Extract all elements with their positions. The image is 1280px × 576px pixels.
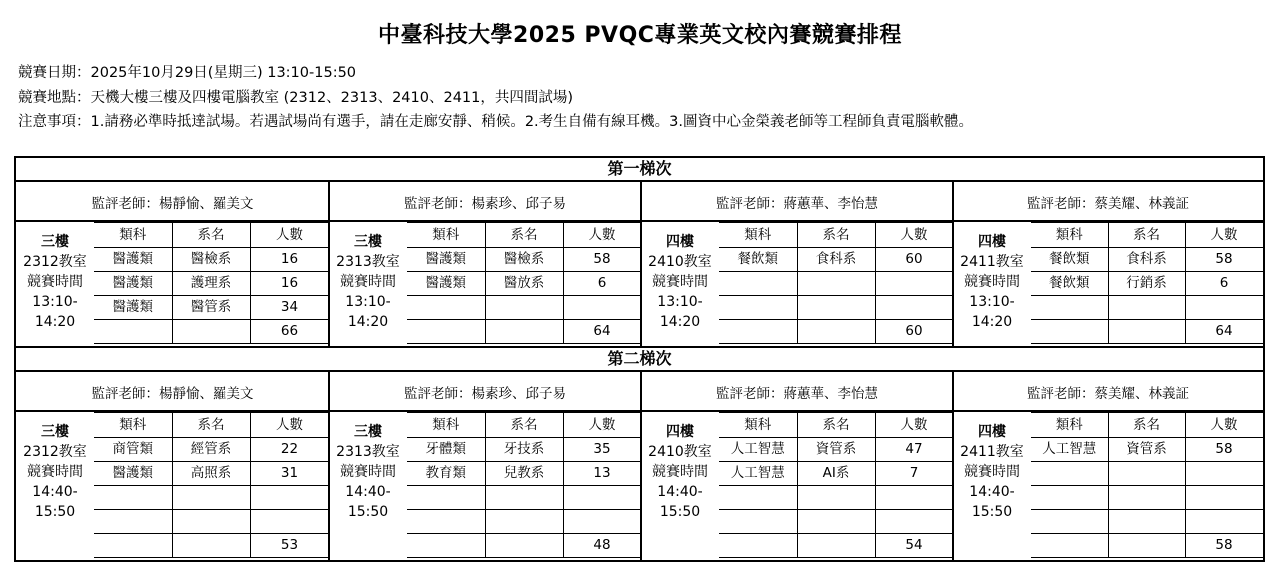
room-block xyxy=(329,182,641,346)
room-floor: 四樓 xyxy=(978,424,1006,440)
empty-cell xyxy=(407,510,485,534)
time-start: 13:10- xyxy=(32,294,78,310)
cell-category: 醫護類 xyxy=(94,272,172,296)
time-start: 14:40- xyxy=(969,484,1015,500)
cell-dept: 資管系 xyxy=(1108,438,1185,462)
header-row xyxy=(719,223,953,248)
room-number: 2410教室 xyxy=(648,444,712,460)
room-block xyxy=(953,182,1263,346)
room-floor: 三樓 xyxy=(354,424,382,440)
cell-dept: 高照系 xyxy=(172,462,250,486)
header-category: 類科 xyxy=(94,413,172,438)
cell-category: 牙體類 xyxy=(407,438,485,462)
time-start: 14:40- xyxy=(345,484,391,500)
cell-dept: 護理系 xyxy=(172,272,250,296)
cell-count: 6 xyxy=(563,272,641,296)
room-info xyxy=(329,232,407,332)
empty-cell xyxy=(797,534,875,558)
empty-cell xyxy=(563,510,641,534)
room-divider xyxy=(952,182,954,346)
room-grid xyxy=(719,222,954,344)
room-teachers: 監評老師：蔣蕙華、李怡慧 xyxy=(716,386,878,402)
header-row xyxy=(407,223,641,248)
empty-cell xyxy=(1031,320,1108,344)
room-teachers: 監評老師：楊素珍、邱子易 xyxy=(404,386,566,402)
cell-dept: 牙技系 xyxy=(485,438,563,462)
cell-dept: 醫檢系 xyxy=(485,248,563,272)
empty-cell xyxy=(485,296,563,320)
empty-cell xyxy=(1185,510,1263,534)
room-grid xyxy=(1031,412,1264,558)
room-grid xyxy=(1031,222,1264,344)
table-row xyxy=(407,510,641,534)
empty-cell xyxy=(407,486,485,510)
table-row xyxy=(719,510,953,534)
time-start: 14:40- xyxy=(32,484,78,500)
cell-category: 醫護類 xyxy=(407,248,485,272)
room-number: 2313教室 xyxy=(336,444,400,460)
header-row xyxy=(1031,413,1263,438)
cell-count: 58 xyxy=(1185,438,1263,462)
batch-label: 第二梯次 xyxy=(607,349,672,368)
time-end: 15:50 xyxy=(659,504,701,520)
empty-cell xyxy=(875,272,953,296)
cell-count: 47 xyxy=(875,438,953,462)
cell-dept: 醫放系 xyxy=(485,272,563,296)
page-title: 中臺科技大學2025 PVQC專業英文校內賽競賽排程 xyxy=(378,23,902,48)
time-label: 競賽時間 xyxy=(340,274,396,290)
cell-dept: 行銷系 xyxy=(1108,272,1185,296)
room-total: 54 xyxy=(875,534,953,558)
room-divider xyxy=(328,182,330,346)
empty-cell xyxy=(875,510,953,534)
table-row xyxy=(1031,534,1263,558)
room-total: 64 xyxy=(563,320,641,344)
time-end: 14:20 xyxy=(971,314,1013,330)
empty-cell xyxy=(1185,486,1263,510)
empty-cell xyxy=(719,320,797,344)
empty-cell xyxy=(407,296,485,320)
empty-cell xyxy=(797,296,875,320)
header-category: 類科 xyxy=(407,413,485,438)
table-row xyxy=(94,248,329,272)
room-grid xyxy=(407,412,642,558)
room-number: 2312教室 xyxy=(23,444,87,460)
empty-cell xyxy=(485,510,563,534)
empty-cell xyxy=(719,534,797,558)
empty-cell xyxy=(172,534,250,558)
table-row xyxy=(719,272,953,296)
cell-category: 醫護類 xyxy=(94,462,172,486)
room-floor: 三樓 xyxy=(41,234,69,250)
time-start: 13:10- xyxy=(969,294,1015,310)
time-end: 14:20 xyxy=(34,314,76,330)
time-start: 13:10- xyxy=(345,294,391,310)
room-number: 2312教室 xyxy=(23,254,87,270)
time-start: 14:40- xyxy=(657,484,703,500)
room-floor: 四樓 xyxy=(666,424,694,440)
header-count: 人數 xyxy=(875,223,953,248)
batch-label: 第一梯次 xyxy=(607,159,672,178)
empty-cell xyxy=(1108,510,1185,534)
table-row xyxy=(1031,510,1263,534)
empty-cell xyxy=(1185,296,1263,320)
cell-category: 醫護類 xyxy=(94,296,172,320)
time-end: 14:20 xyxy=(659,314,701,330)
empty-cell xyxy=(875,486,953,510)
cell-count: 60 xyxy=(875,248,953,272)
table-row xyxy=(94,486,329,510)
cell-count: 58 xyxy=(1185,248,1263,272)
empty-cell xyxy=(485,534,563,558)
header-row xyxy=(407,413,641,438)
room-info xyxy=(641,422,719,522)
room-total: 53 xyxy=(250,534,329,558)
room-block xyxy=(953,372,1263,561)
empty-cell xyxy=(719,510,797,534)
header-count: 人數 xyxy=(1185,413,1263,438)
empty-cell xyxy=(94,486,172,510)
table-row xyxy=(407,486,641,510)
room-info xyxy=(16,232,94,332)
cell-dept: 經管系 xyxy=(172,438,250,462)
cell-category: 醫護類 xyxy=(94,248,172,272)
room-block xyxy=(16,372,329,561)
table-row xyxy=(407,272,641,296)
cell-count: 16 xyxy=(250,248,329,272)
header-dept: 系名 xyxy=(1108,413,1185,438)
room-info xyxy=(641,232,719,332)
cell-count: 13 xyxy=(563,462,641,486)
empty-cell xyxy=(797,510,875,534)
room-block xyxy=(329,372,641,561)
header-row xyxy=(719,413,953,438)
table-row xyxy=(94,510,329,534)
empty-cell xyxy=(797,486,875,510)
cell-count: 6 xyxy=(1185,272,1263,296)
empty-cell xyxy=(1108,462,1185,486)
header-row xyxy=(94,223,329,248)
room-number: 2410教室 xyxy=(648,254,712,270)
competition-notes: 注意事項：1.請務必準時抵達試場。若遇試場尚有選手，請在走廊安靜、稍候。2.考生自備有線耳機。3.圖資中心金榮義老師等工程師負責電腦軟體。 xyxy=(18,114,973,130)
room-floor: 四樓 xyxy=(666,234,694,250)
room-teachers: 監評老師：楊靜愉、羅美文 xyxy=(91,386,254,402)
schedule-table xyxy=(14,156,1265,562)
cell-dept: 食科系 xyxy=(1108,248,1185,272)
empty-cell xyxy=(1031,534,1108,558)
room-info xyxy=(329,422,407,522)
time-label: 競賽時間 xyxy=(964,274,1020,290)
cell-dept: 醫管系 xyxy=(172,296,250,320)
empty-cell xyxy=(250,486,329,510)
room-teachers: 監評老師：蔡美耀、林義証 xyxy=(1027,196,1189,212)
table-row xyxy=(94,272,329,296)
time-end: 14:20 xyxy=(347,314,389,330)
cell-category: 餐飲類 xyxy=(719,248,797,272)
cell-dept: 醫檢系 xyxy=(172,248,250,272)
header-count: 人數 xyxy=(875,413,953,438)
header-dept: 系名 xyxy=(485,223,563,248)
room-floor: 三樓 xyxy=(354,234,382,250)
cell-count: 31 xyxy=(250,462,329,486)
table-row xyxy=(719,320,953,344)
cell-category: 醫護類 xyxy=(407,272,485,296)
header-category: 類科 xyxy=(1031,413,1108,438)
cell-dept: AI系 xyxy=(797,462,875,486)
table-row xyxy=(1031,438,1263,462)
header-dept: 系名 xyxy=(797,223,875,248)
cell-count: 58 xyxy=(563,248,641,272)
room-info xyxy=(953,232,1031,332)
empty-cell xyxy=(1031,486,1108,510)
room-number: 2313教室 xyxy=(336,254,400,270)
header-category: 類科 xyxy=(407,223,485,248)
header-count: 人數 xyxy=(563,223,641,248)
header-dept: 系名 xyxy=(172,413,250,438)
empty-cell xyxy=(875,296,953,320)
time-end: 15:50 xyxy=(347,504,389,520)
room-teachers: 監評老師：蔣蕙華、李怡慧 xyxy=(716,196,878,212)
room-number: 2411教室 xyxy=(960,444,1024,460)
header-row xyxy=(94,413,329,438)
time-end: 15:50 xyxy=(34,504,76,520)
empty-cell xyxy=(797,320,875,344)
empty-cell xyxy=(407,534,485,558)
room-block xyxy=(641,372,953,561)
table-row xyxy=(1031,486,1263,510)
empty-cell xyxy=(250,510,329,534)
room-teachers: 監評老師：楊靜愉、羅美文 xyxy=(91,196,254,212)
table-row xyxy=(94,320,329,344)
header-category: 類科 xyxy=(94,223,172,248)
room-grid xyxy=(407,222,642,344)
room-grid xyxy=(719,412,954,558)
room-total: 58 xyxy=(1185,534,1263,558)
table-row xyxy=(94,296,329,320)
table-row xyxy=(1031,272,1263,296)
empty-cell xyxy=(172,320,250,344)
table-row xyxy=(1031,248,1263,272)
cell-dept: 兒教系 xyxy=(485,462,563,486)
room-total: 64 xyxy=(1185,320,1263,344)
cell-category: 餐飲類 xyxy=(1031,248,1108,272)
table-row xyxy=(719,462,953,486)
time-label: 競賽時間 xyxy=(652,274,708,290)
table-row xyxy=(719,438,953,462)
header-category: 類科 xyxy=(1031,223,1108,248)
empty-cell xyxy=(407,320,485,344)
room-floor: 三樓 xyxy=(41,424,69,440)
room-total: 60 xyxy=(875,320,953,344)
header-row xyxy=(1031,223,1263,248)
time-end: 15:50 xyxy=(971,504,1013,520)
empty-cell xyxy=(1108,534,1185,558)
cell-category: 人工智慧 xyxy=(719,462,797,486)
table-row xyxy=(1031,320,1263,344)
header-count: 人數 xyxy=(563,413,641,438)
room-floor: 四樓 xyxy=(978,234,1006,250)
cell-count: 7 xyxy=(875,462,953,486)
room-info xyxy=(953,422,1031,522)
empty-cell xyxy=(1108,320,1185,344)
empty-cell xyxy=(797,272,875,296)
table-row xyxy=(94,438,329,462)
table-row xyxy=(407,462,641,486)
empty-cell xyxy=(485,486,563,510)
table-row xyxy=(719,296,953,320)
room-grid xyxy=(94,222,330,344)
table-row xyxy=(407,320,641,344)
empty-cell xyxy=(719,272,797,296)
empty-cell xyxy=(94,534,172,558)
table-row xyxy=(407,248,641,272)
cell-count: 16 xyxy=(250,272,329,296)
header-category: 類科 xyxy=(719,413,797,438)
room-teachers: 監評老師：蔡美耀、林義証 xyxy=(1027,386,1189,402)
time-start: 13:10- xyxy=(657,294,703,310)
table-row xyxy=(94,462,329,486)
header-count: 人數 xyxy=(1185,223,1263,248)
empty-cell xyxy=(94,320,172,344)
empty-cell xyxy=(1031,296,1108,320)
time-label: 競賽時間 xyxy=(652,464,708,480)
room-number: 2411教室 xyxy=(960,254,1024,270)
header-count: 人數 xyxy=(250,413,329,438)
cell-dept: 食科系 xyxy=(797,248,875,272)
cell-category: 人工智慧 xyxy=(1031,438,1108,462)
table-row xyxy=(407,534,641,558)
competition-venue: 競賽地點：天機大樓三樓及四樓電腦教室 (2312、2313、2410、2411，共四間試場) xyxy=(18,90,574,106)
empty-cell xyxy=(563,296,641,320)
room-grid xyxy=(94,412,330,558)
table-row xyxy=(1031,462,1263,486)
header-dept: 系名 xyxy=(1108,223,1185,248)
empty-cell xyxy=(1185,462,1263,486)
empty-cell xyxy=(563,486,641,510)
time-label: 競賽時間 xyxy=(27,464,83,480)
empty-cell xyxy=(485,320,563,344)
cell-category: 教育類 xyxy=(407,462,485,486)
room-divider xyxy=(952,372,954,561)
empty-cell xyxy=(172,510,250,534)
empty-cell xyxy=(1031,462,1108,486)
cell-count: 35 xyxy=(563,438,641,462)
empty-cell xyxy=(1031,510,1108,534)
table-row xyxy=(1031,296,1263,320)
room-total: 66 xyxy=(250,320,329,344)
table-row xyxy=(94,534,329,558)
empty-cell xyxy=(94,510,172,534)
room-total: 48 xyxy=(563,534,641,558)
room-divider xyxy=(640,372,642,561)
cell-dept: 資管系 xyxy=(797,438,875,462)
room-divider xyxy=(640,182,642,346)
empty-cell xyxy=(1108,296,1185,320)
header-count: 人數 xyxy=(250,223,329,248)
room-block xyxy=(641,182,953,346)
table-row xyxy=(407,438,641,462)
time-label: 競賽時間 xyxy=(964,464,1020,480)
empty-cell xyxy=(719,486,797,510)
table-row xyxy=(407,296,641,320)
room-block xyxy=(16,182,329,346)
table-row xyxy=(719,486,953,510)
table-row xyxy=(719,534,953,558)
table-row xyxy=(719,248,953,272)
cell-category: 人工智慧 xyxy=(719,438,797,462)
header-dept: 系名 xyxy=(797,413,875,438)
empty-cell xyxy=(172,486,250,510)
empty-cell xyxy=(1108,486,1185,510)
room-divider xyxy=(328,372,330,561)
header-dept: 系名 xyxy=(172,223,250,248)
time-label: 競賽時間 xyxy=(340,464,396,480)
empty-cell xyxy=(719,296,797,320)
competition-date: 競賽日期：2025年10月29日(星期三) 13:10-15:50 xyxy=(18,65,357,81)
room-info xyxy=(16,422,94,522)
header-dept: 系名 xyxy=(485,413,563,438)
header-category: 類科 xyxy=(719,223,797,248)
cell-count: 34 xyxy=(250,296,329,320)
cell-category: 餐飲類 xyxy=(1031,272,1108,296)
cell-count: 22 xyxy=(250,438,329,462)
cell-category: 商管類 xyxy=(94,438,172,462)
room-teachers: 監評老師：楊素珍、邱子易 xyxy=(404,196,566,212)
time-label: 競賽時間 xyxy=(27,274,83,290)
